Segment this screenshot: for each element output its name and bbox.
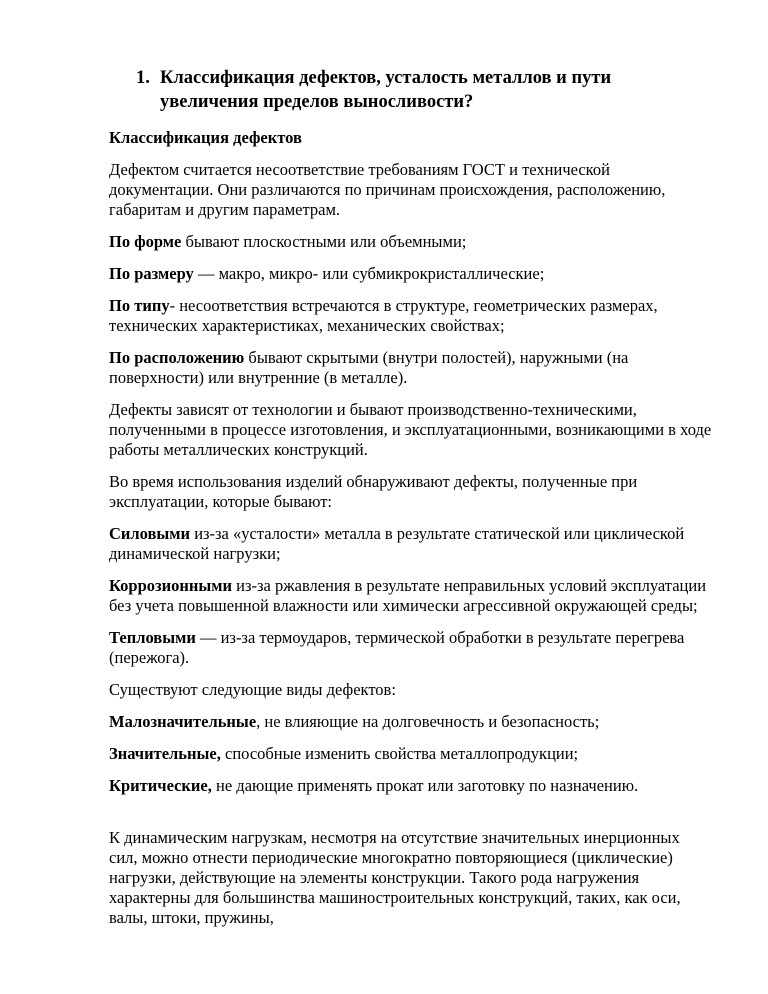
by-location-paragraph (109, 348, 712, 388)
corrosion-text: из-за ржавления в результате неправильных условий эксплуатации без учета повышенной влажности или химически агрессивной окружающей среды; (109, 576, 707, 615)
minor-text: , не влияющие на долговечность и безопасность; (256, 712, 600, 731)
force-paragraph (109, 524, 712, 564)
by-size-label: По размеру (109, 264, 194, 283)
thermal-text: — из-за термоударов, термической обработки в результате перегрева (пережога). (109, 628, 685, 667)
thermal-paragraph (109, 628, 712, 668)
by-shape-text: бывают плоскостными или объемными; (181, 232, 467, 251)
significant-paragraph (109, 744, 712, 764)
paragraph-gap (109, 808, 712, 828)
corrosion-paragraph (109, 576, 712, 616)
subheading: Классификация дефектов (109, 128, 302, 147)
operation-paragraph: Во время использования изделий обнаруживают дефекты, полученные при эксплуатации, которые бывают: (109, 472, 638, 511)
significant-label: Значительные, (109, 744, 221, 763)
critical-paragraph (109, 776, 712, 796)
critical-text: не дающие применять прокат или заготовку по назначению. (211, 776, 639, 795)
intro-paragraph: Дефектом считается несоответствие требованиям ГОСТ и технической документации. Они различаются по причинам происхождения, расположению, габаритам и другим параметрам. (109, 160, 666, 219)
technology-paragraph: Дефекты зависят от технологии и бывают производственно-техническими, полученными в процессе изготовления, и эксплуатационными, возникающими в ходе работы металлических конструкций. (109, 400, 712, 459)
kinds-intro-paragraph: Существуют следующие виды дефектов: (109, 680, 396, 699)
by-location-label: По расположению (109, 348, 245, 367)
force-label: Силовыми (109, 524, 191, 543)
significant-text: способные изменить свойства металлопродукции; (220, 744, 579, 763)
thermal-label: Тепловыми (109, 628, 196, 647)
corrosion-label: Коррозионными (109, 576, 233, 595)
minor-paragraph (109, 712, 712, 732)
by-type-text: - несоответствия встречаются в структуре, геометрических размерах, технических характеристиках, механических свойствах; (109, 296, 658, 335)
force-text: из-за «усталости» металла в результате статической или циклической динамической нагрузки; (109, 524, 685, 563)
critical-label: Критические, (109, 776, 212, 795)
by-type-label: По типу (109, 296, 170, 315)
by-shape-paragraph (109, 232, 712, 252)
section-heading (136, 66, 712, 114)
by-type-paragraph (109, 296, 712, 336)
dynamic-loads-paragraph: К динамическим нагрузкам, несмотря на отсутствие значительных инерционных сил, можно отнести периодические многократно повторяющиеся (циклические) нагрузки, действующие на элементы конструкции. Такого рода нагружения характерны для большинства машиностроительных конструкций, таких, как оси, валы, штоки, пружины, (109, 828, 681, 927)
by-location-text: бывают скрытыми (внутри полостей), наружными (на поверхности) или внутренние (в металле). (109, 348, 629, 387)
by-size-paragraph (109, 264, 712, 284)
heading-number: 1. (136, 68, 150, 88)
minor-label: Малозначительные (109, 712, 257, 731)
by-size-text: — макро, микро- или субмикрокристаллические; (193, 264, 545, 283)
heading-title: Классификация дефектов, усталость металлов и пути увеличения пределов выносливости? (160, 68, 612, 112)
by-shape-label: По форме (109, 232, 182, 251)
